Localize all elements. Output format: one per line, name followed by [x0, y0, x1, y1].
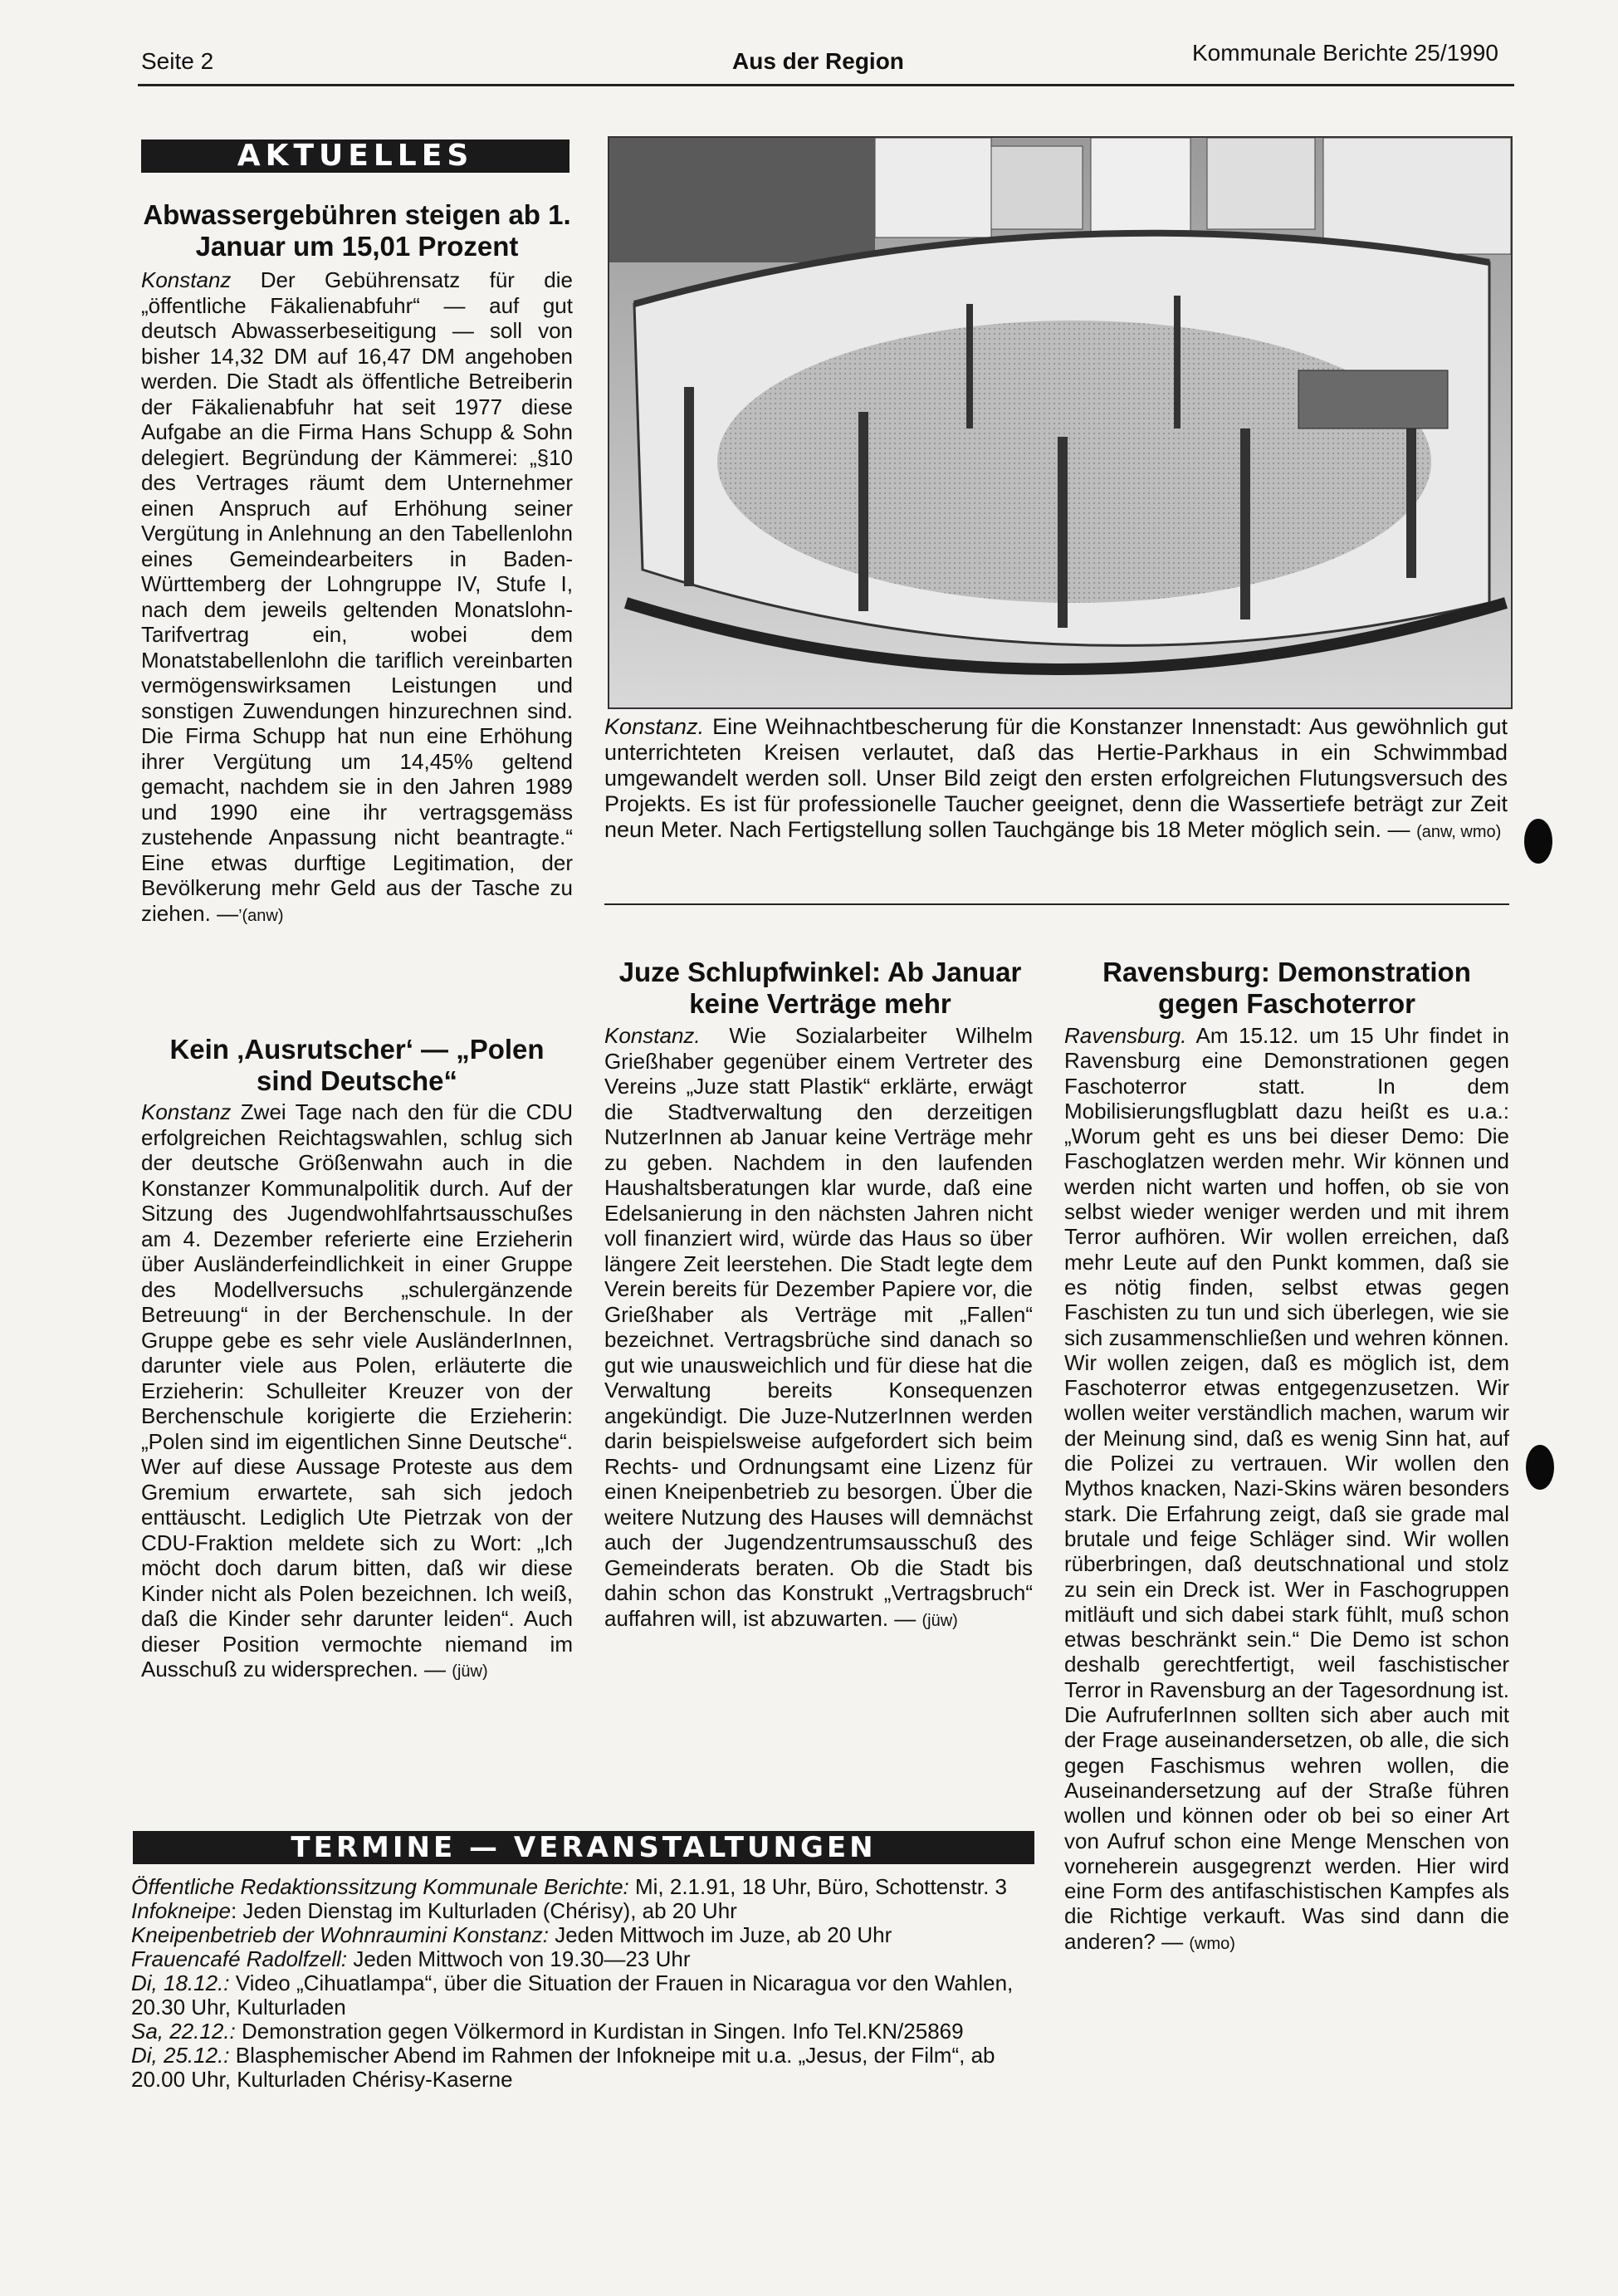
- termine-entry-demonstration: [131, 2019, 1036, 2044]
- article-polen-dateline: Konstanz: [141, 1099, 232, 1124]
- photo-hertie-parkhaus: [608, 136, 1513, 709]
- article-juze-dateline: Konstanz.: [604, 1023, 701, 1048]
- termine-banner: TERMINE — VERANSTALTUNGEN: [133, 1831, 1034, 1864]
- termine-entry-text: Blasphemischer Abend im Rahmen der Infokneipe mit u.a. „Jesus, der Film“, ab 20.00 Uhr, Kulturladen Chérisy-Kaserne: [131, 2043, 995, 2092]
- photo-caption-text: Eine Weihnachtbescherung für die Konstanzer Innenstadt: Aus gewöhnlich gut unterrichteten Kreisen verlautet, daß das Hertie-Parkhaus in ein Schwimmbad umgewandelt werden soll. Unser Bild zeigt den ersten erfolgreichen Flutungsversuch des Projekts. Es ist für professionelle Taucher geeignet, denn die Wassertiefe beträgt zur Zeit neun Meter. Nach Fertigstellung sollen Tauchgänge bis 18 Meter möglich sein. —: [604, 714, 1508, 842]
- article-ravensburg-dateline: Ravensburg.: [1064, 1023, 1187, 1048]
- termine-entry-label: Infokneipe: [131, 1898, 231, 1923]
- article-polen-text: Zwei Tage nach den für die CDU erfolgreichen Reichtagswahlen, schlug sich der deutsche Größenwahn auch in die Konstanzer Kommunalpolitik durch. Auf der Sitzung des Jugendwohlfahrtsausschußes am 4. Dezember referierte eine Erzieherin über Ausländerfeindlichkeit in einer Gruppe des Modellversuchs „schulergänzende Betreuung“ in der Berchenschule. In der Gruppe gebe es sehr viele AusländerInnen, darunter viele aus Polen, erläuterte die Erzieherin: Schulleiter Kreuzer von der Berchenschule korigierte die Erzieherin: „Polen sind im eigentlichen Sinne Deutsche“. Wer auf diese Aussage Proteste aus dem Gremium erwartete, sah sich jedoch enttäuscht. Lediglich Ute Pietrzak von der CDU-Fraktion meldete sich zu Wort: „Ich möcht doch darum bitten, daß wir diese Kinder nicht als Polen bezeichnen. Ich weiß, daß die Kinder sehr darunter leiden“. Auch dieser Position vermochte niemand im Ausschuß zu widersprechen. —: [141, 1099, 573, 1682]
- photo-caption: [604, 714, 1508, 845]
- termine-entry-label: Öffentliche Redaktionssitzung Kommunale Berichte:: [131, 1874, 629, 1899]
- article-ravensburg-author: (wmo): [1189, 1934, 1235, 1953]
- termine-entry-video: [131, 1971, 1036, 2019]
- article-polen-title: Kein ‚Ausrutscher‘ — „Polen sind Deutsche“: [169, 1034, 545, 1096]
- article-polen-body: [141, 1099, 573, 1685]
- termine-entry-text: Jeden Mittwoch von 19.30—23 Uhr: [347, 1946, 691, 1971]
- termine-entry-text: Video „Cihuatlampa“, über die Situation der Frauen in Nicaragua vor den Wahlen, 20.30 Uhr, Kulturladen: [131, 1970, 1014, 2019]
- article-juze-title: Juze Schlupfwinkel: Ab Januar keine Verträge mehr: [618, 957, 1022, 1019]
- termine-entry-redaktion: [131, 1875, 1036, 1899]
- termine-entry-infokneipe: [131, 1899, 1036, 1923]
- termine-entry-text: Demonstration gegen Völkermord in Kurdistan in Singen. Info Tel.KN/25869: [235, 2019, 964, 2044]
- article-ravensburg-body: [1064, 1023, 1509, 1956]
- termine-entry-text: Jeden Mittwoch im Juze, ab 20 Uhr: [548, 1922, 892, 1947]
- article-abwasser-author: ’(anw): [238, 906, 284, 925]
- article-juze-author: (jüw): [921, 1611, 958, 1630]
- punch-hole-top: [1524, 819, 1552, 864]
- termine-entry-label: Kneipenbetrieb der Wohnraumini Konstanz:: [131, 1922, 549, 1947]
- article-juze-body: [604, 1023, 1033, 1633]
- caption-rule: [604, 903, 1509, 905]
- article-polen-author: (jüw): [452, 1662, 488, 1681]
- photo-caption-author: (anw, wmo): [1416, 823, 1502, 841]
- termine-entry-label: Di, 18.12.:: [131, 1970, 230, 1995]
- aktuelles-banner: AKTUELLES: [141, 140, 569, 173]
- photo-construction-pit-image: [609, 138, 1511, 707]
- punch-hole-middle: [1526, 1445, 1554, 1490]
- page-number: Seite 2: [141, 48, 214, 74]
- termine-entry-label: Sa, 22.12.:: [131, 2019, 236, 2044]
- termine-entry-frauencafe: [131, 1947, 1036, 1971]
- issue-label: Kommunale Berichte 25/1990: [1192, 40, 1498, 66]
- article-abwasser-title: Abwassergebühren steigen ab 1. Januar um 15,01 Prozent: [143, 199, 571, 262]
- photo-caption-dateline: Konstanz.: [604, 714, 705, 739]
- article-abwasser-text: Der Gebührensatz für die „öffentliche Fäkalienabfuhr“ — auf gut deutsch Abwasserbeseitigung — soll von bisher 14,32 DM auf 16,47 DM angehoben werden. Die Stadt als öffentliche Betreiberin der Fäkalienabfuhr hat seit 1977 diese Aufgabe an die Firma Hans Schupp & Sohn delegiert. Begründung der Kämmerei: „§10 des Vertrages räumt dem Unternehmer einen Anspruch auf Erhöhung seiner Vergütung in Anlehnung an den Tabellenlohn eines Gemeindearbeiters in Baden-Württemberg der Lohngruppe IV, Stufe I, nach dem jeweils geltenden Monatslohn-Tarifvertrag ein, wobei dem Monatstabellenlohn die tariflich vereinbarten vermögenswirksamen Leistungen und sonstigen Zuwendungen hinzurechnen sind. Die Firma Schupp hat nun eine Erhöhung ihrer Vergütung um 14,45% geltend gemacht, nachdem sie in den Jahren 1989 und 1990 eine ihr vertragsgemäss zustehende Anpassung nicht beantragte.“ Eine etwas durftige Legitimation, der Bevölkerung mehr Geld aus der Tasche zu ziehen. —: [141, 267, 573, 926]
- article-abwasser-dateline: Konstanz: [141, 267, 232, 292]
- article-ravensburg-title: Ravensburg: Demonstration gegen Faschoterror: [1102, 957, 1471, 1019]
- termine-list: [131, 1875, 1036, 2092]
- termine-entry-blasphemisch: [131, 2044, 1036, 2092]
- termine-entry-wohnraumini: [131, 1923, 1036, 1947]
- termine-entry-label: Frauencafé Radolfzell:: [131, 1946, 348, 1971]
- article-ravensburg-text: Am 15.12. um 15 Uhr findet in Ravensburg eine Demonstrationen gegen Faschoterror statt. In dem Mobilisierungsflugblatt dazu heißt es u.a.: „Worum geht es uns bei dieser Demo: Die Faschoglatzen werden mehr. Wir können und werden nicht warten und hoffen, ob sie von selbst wieder weniger werden und mit ihrem Terror aufhören. Wir wollen erreichen, daß mehr Leute auf den Punkt kommen, daß sie es nötig finden, selbst etwas gegen Faschisten zu tun und sich überlegen, wie sie sich zusammenschließen und wehren können. Wir wollen zeigen, daß es möglich ist, dem Faschoterror etwas entgegenzusetzen. Wir wollen weiter verständlich machen, warum wir der Meinung sind, daß es wenig Sinn hat, auf die Polizei zu vertrauen. Wir wollen den Mythos knacken, Nazi-Skins wären besonders stark. Die Erfahrung zeigt, daß sie grade mal brutale und feige Schläger sind. Wir wollen rüberbringen, daß deutschnational und stolz zu sein ein Dreck ist. Wer in Faschogruppen mitläuft und sich dabei stark fühlt, muß schon etwas beschränkt sein.“ Die Demo ist schon deshalb gerechtfertigt, weil faschistischer Terror in Ravensburg an der Tagesordnung ist. Die AufruferInnen sollten sich aber auch mit der Frage auseinandersetzen, ob alle, die sich gegen Faschismus wehren wollen, die Auseinandersetzung auf der Straße führen wollen und können oder ob bei so einer Art von Aufruf schon eine Menge Menschen von vorneherein ausgegrenzt werden. Hier wird eine Form des antifaschistischen Kampfes als die Richtige verkauft. Was sind dann die anderen? —: [1064, 1023, 1509, 1954]
- section-title: Aus der Region: [732, 48, 904, 74]
- termine-entry-label: Di, 25.12.:: [131, 2043, 230, 2068]
- termine-entry-text: : Jeden Dienstag im Kulturladen (Chérisy), ab 20 Uhr: [230, 1898, 737, 1923]
- header-rule: [138, 84, 1514, 86]
- article-abwasser-body: [141, 267, 573, 928]
- article-juze-text: Wie Sozialarbeiter Wilhelm Grießhaber gegenüber einem Vertreter des Vereins „Juze statt Plastik“ erklärte, erwägt die Stadtverwaltung den derzeitigen NutzerInnen ab Januar keine Verträge mehr zu geben. Nachdem in den laufenden Haushaltsberatungen klar wurde, daß eine Edelsanierung in den nächsten Jahren nicht voll finanziert wird, würde das Haus so über längere Zeit leerstehen. Die Stadt legte dem Verein bereits für Dezember Papiere vor, die Grießhaber als Verträge mit „Fallen“ bezeichnet. Vertragsbrüche sind danach so gut wie unausweichlich und für diese hat die Verwaltung bereits Konsequenzen angekündigt. Die Juze-NutzerInnen werden darin beispielsweise aufgefordert sich beim Rechts- und Ordnungsamt eine Lizenz für einen Kneipenbetrieb zu besorgen. Über die weitere Nutzung des Hauses will demnächst auch der Jugendzentrumsausschuß des Gemeinderats beraten. Ob die Stadt bis dahin schon das Konstrukt „Vertragsbruch“ auffahren will, ist abzuwarten. —: [604, 1023, 1033, 1631]
- termine-entry-text: Mi, 2.1.91, 18 Uhr, Büro, Schottenstr. 3: [628, 1874, 1008, 1899]
